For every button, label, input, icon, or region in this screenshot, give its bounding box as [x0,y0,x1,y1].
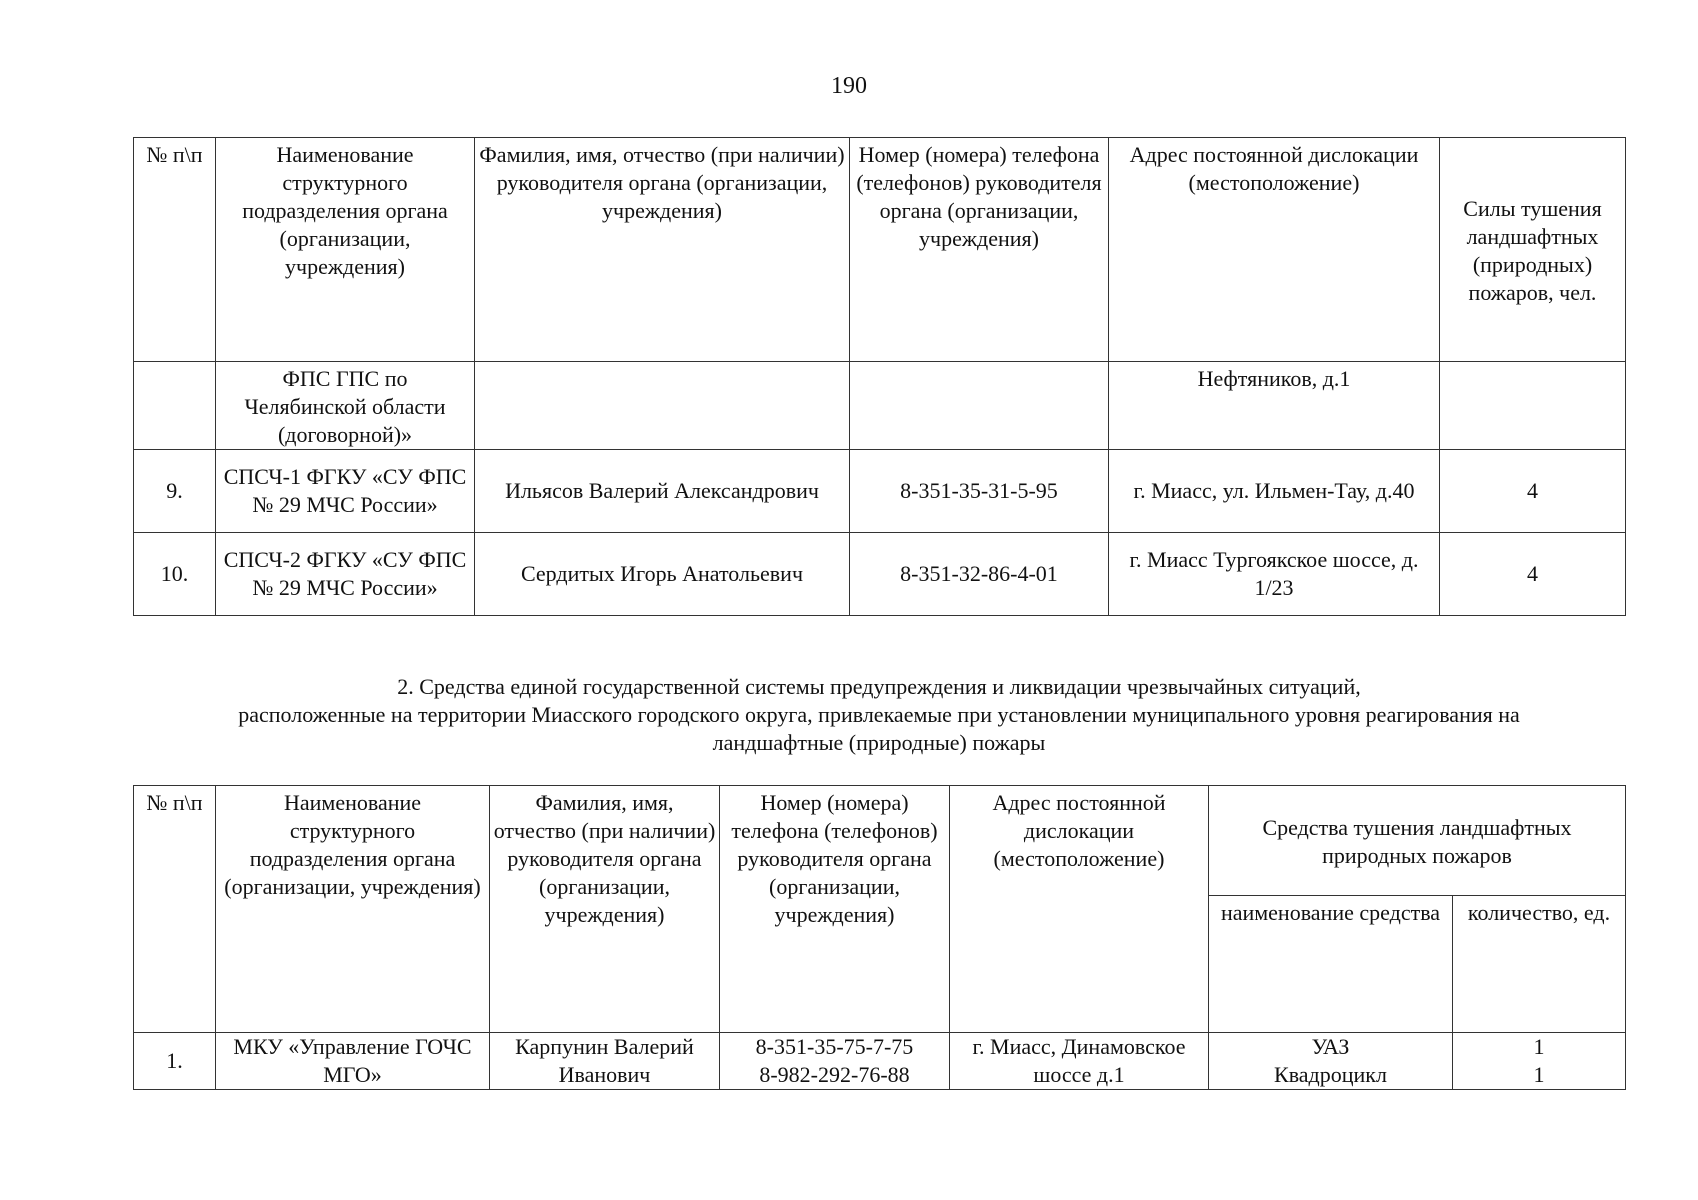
means-table [133,785,1626,1090]
row-quantity-item: 1 [1533,1034,1545,1059]
row-unit-name: СПСЧ-1 ФГКУ «СУ ФПС № 29 МЧС России» [216,450,475,533]
table-row [134,533,1626,616]
row-number [134,362,216,450]
row-phone-line: 8-351-35-75-7-75 [755,1034,914,1059]
row-phone [720,1033,950,1090]
section-2-heading-line: 2. Средства единой государственной системы предупреждения и ликвидации чрезвычайных ситуаций, [397,674,1361,699]
header-unit-name: Наименование структурного подразделения органа (организации, учреждения) [216,786,490,1033]
table-row [134,450,1626,533]
row-number: 10. [134,533,216,616]
row-address: г. Миасс, ул. Ильмен-Тау, д.40 [1109,450,1440,533]
section-2-heading-line: ландшафтные (природные) пожары [712,730,1046,755]
forces-table [133,137,1626,616]
row-means-item: УАЗ [1311,1034,1350,1059]
row-means-item: Квадроцикл [1274,1062,1387,1087]
row-quantity-item: 1 [1533,1062,1545,1087]
header-forces: Силы тушения ландшафтных (природных) пожаров, чел. [1440,138,1626,362]
header-address: Адрес постоянной дислокации (местоположение) [950,786,1209,1033]
row-head-name: Карпунин Валерий Иванович [490,1033,720,1090]
table-row [134,1033,1626,1090]
table-row [134,362,1626,450]
row-forces: 4 [1440,533,1626,616]
header-number: № п\п [134,138,216,362]
header-number: № п\п [134,786,216,1033]
row-phone: 8-351-32-86-4-01 [850,533,1109,616]
row-forces [1440,362,1626,450]
header-address: Адрес постоянной дислокации (местоположение) [1109,138,1440,362]
row-unit-name: МКУ «Управление ГОЧС МГО» [216,1033,490,1090]
row-unit-name: СПСЧ-2 ФГКУ «СУ ФПС № 29 МЧС России» [216,533,475,616]
header-unit-name: Наименование структурного подразделения органа (организации, учреждения) [216,138,475,362]
row-phone: 8-351-35-31-5-95 [850,450,1109,533]
row-phone-line: 8-982-292-76-88 [759,1062,910,1087]
header-means-group: Средства тушения ландшафтных природных пожаров [1209,786,1626,896]
row-address: г. Миасс Тургоякское шоссе, д. 1/23 [1109,533,1440,616]
row-forces: 4 [1440,450,1626,533]
row-number: 1. [134,1033,216,1090]
means-table-header-row [134,786,1626,896]
row-means-name [1209,1033,1453,1090]
section-2-heading-line: расположенные на территории Миасского городского округа, привлекаемые при установлении муниципального уровня реагирования на [238,702,1520,727]
header-phone: Номер (номера) телефона (телефонов) руководителя органа (организации, учреждения) [720,786,950,1033]
row-address: г. Миасс, Динамовское шоссе д.1 [950,1033,1209,1090]
row-phone [850,362,1109,450]
section-2-heading [140,673,1618,757]
forces-table-header-row [134,138,1626,362]
header-head-name: Фамилия, имя, отчество (при наличии) руководителя органа (организации, учреждения) [475,138,850,362]
row-number: 9. [134,450,216,533]
header-means-name: наименование средства [1209,896,1453,1033]
row-head-name [475,362,850,450]
page-number: 190 [831,73,867,99]
header-means-quantity: количество, ед. [1453,896,1626,1033]
row-head-name: Ильясов Валерий Александрович [475,450,850,533]
row-unit-name: ФПС ГПС по Челябинской области (договорной)» [216,362,475,450]
header-head-name: Фамилия, имя, отчество (при наличии) руководителя органа (организации, учреждения) [490,786,720,1033]
row-means-quantity [1453,1033,1626,1090]
header-phone: Номер (номера) телефона (телефонов) руководителя органа (организации, учреждения) [850,138,1109,362]
row-head-name: Сердитых Игорь Анатольевич [475,533,850,616]
row-address: Нефтяников, д.1 [1109,362,1440,450]
